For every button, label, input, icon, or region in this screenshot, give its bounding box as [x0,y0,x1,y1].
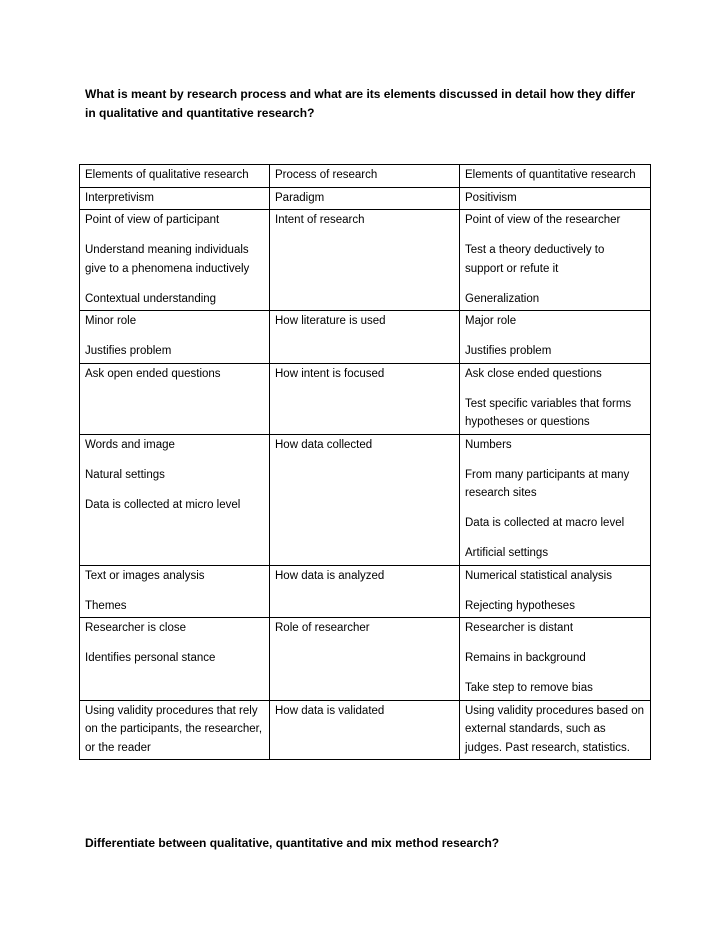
quantitative-cell [460,618,651,701]
cell-text: Artificial settings [465,547,549,559]
cell-text: Data is collected at macro level [465,517,625,529]
cell-text: Using validity procedures that rely on the participants, the researcher, or the reader [85,704,263,754]
quantitative-cell [460,165,651,188]
cell-text: How data collected [275,438,373,451]
quantitative-cell [460,187,651,210]
quantitative-cell [460,363,651,434]
cell-text: Remains in background [465,652,586,664]
cell-text: Justifies problem [85,345,172,357]
cell-text: How data is validated [275,704,385,717]
table-row [80,165,651,188]
process-cell [270,165,460,188]
question-heading-1: What is meant by research process and what are its elements discussed in detail how they differ in qualitative and quantitative research? [85,87,636,120]
process-cell [270,187,460,210]
cell-text: Words and image [85,438,175,451]
cell-text: Using validity procedures based on external standards, such as judges. Past research, statistics. [465,704,644,754]
cell-text: How intent is focused [275,367,385,380]
cell-text: Justifies problem [465,345,552,357]
cell-text: Text or images analysis [85,569,205,582]
cell-text: Interpretivism [85,191,155,204]
cell-text: Ask close ended questions [465,367,602,380]
cell-text: Natural settings [85,468,165,481]
cell-text: Point of view of participant [85,214,220,226]
process-cell [270,618,460,701]
quantitative-cell [460,565,651,618]
cell-text: Numerical statistical analysis [465,569,612,582]
process-cell [270,434,460,565]
qualitative-cell [80,565,270,618]
table-row [80,565,651,618]
cell-text: Test specific variables that forms hypotheses or questions [465,397,632,428]
cell-text: Process of research [275,169,378,181]
qualitative-cell [80,700,270,760]
qualitative-cell [80,187,270,210]
process-cell [270,700,460,760]
quantitative-cell [460,434,651,565]
cell-text: Paradigm [275,191,325,204]
qualitative-cell [80,618,270,701]
cell-text: Data is collected at micro level [85,498,241,511]
qualitative-cell [80,363,270,434]
cell-text: Elements of quantitative research [465,169,636,181]
cell-text: Test a theory deductively to support or refute it [465,244,605,275]
cell-text: How literature is used [275,315,386,327]
process-cell [270,565,460,618]
cell-text: Ask open ended questions [85,367,221,380]
cell-text: Positivism [465,191,517,204]
table-row [80,363,651,434]
table-row [80,187,651,210]
comparison-table [79,164,651,760]
table-row [80,434,651,565]
table-row [80,618,651,701]
cell-text: Point of view of the researcher [465,214,621,226]
cell-text: Themes [85,599,127,612]
cell-text: Researcher is close [85,622,186,634]
cell-text: Understand meaning individuals give to a phenomena inductively [85,244,250,275]
qualitative-cell [80,210,270,311]
process-cell [270,210,460,311]
cell-text: Major role [465,315,517,327]
cell-text: Role of researcher [275,622,370,634]
cell-text: Minor role [85,315,137,327]
cell-text: Researcher is distant [465,622,574,634]
quantitative-cell [460,210,651,311]
cell-text: Numbers [465,438,512,451]
cell-text: Rejecting hypotheses [465,599,575,612]
qualitative-cell [80,311,270,364]
table-row [80,700,651,760]
cell-text: From many participants at many research sites [465,468,630,499]
question-heading-2: Differentiate between qualitative, quantitative and mix method research? [85,836,500,850]
qualitative-cell [80,165,270,188]
cell-text: Intent of research [275,214,365,226]
process-cell [270,363,460,434]
cell-text: Generalization [465,292,540,305]
quantitative-cell [460,311,651,364]
cell-text: Contextual understanding [85,292,217,305]
qualitative-cell [80,434,270,565]
cell-text: Take step to remove bias [465,682,593,694]
quantitative-cell [460,700,651,760]
cell-text: Elements of qualitative research [85,169,249,181]
cell-text: Identifies personal stance [85,652,216,664]
table-row [80,210,651,311]
process-cell [270,311,460,364]
cell-text: How data is analyzed [275,569,385,582]
table-row [80,311,651,364]
